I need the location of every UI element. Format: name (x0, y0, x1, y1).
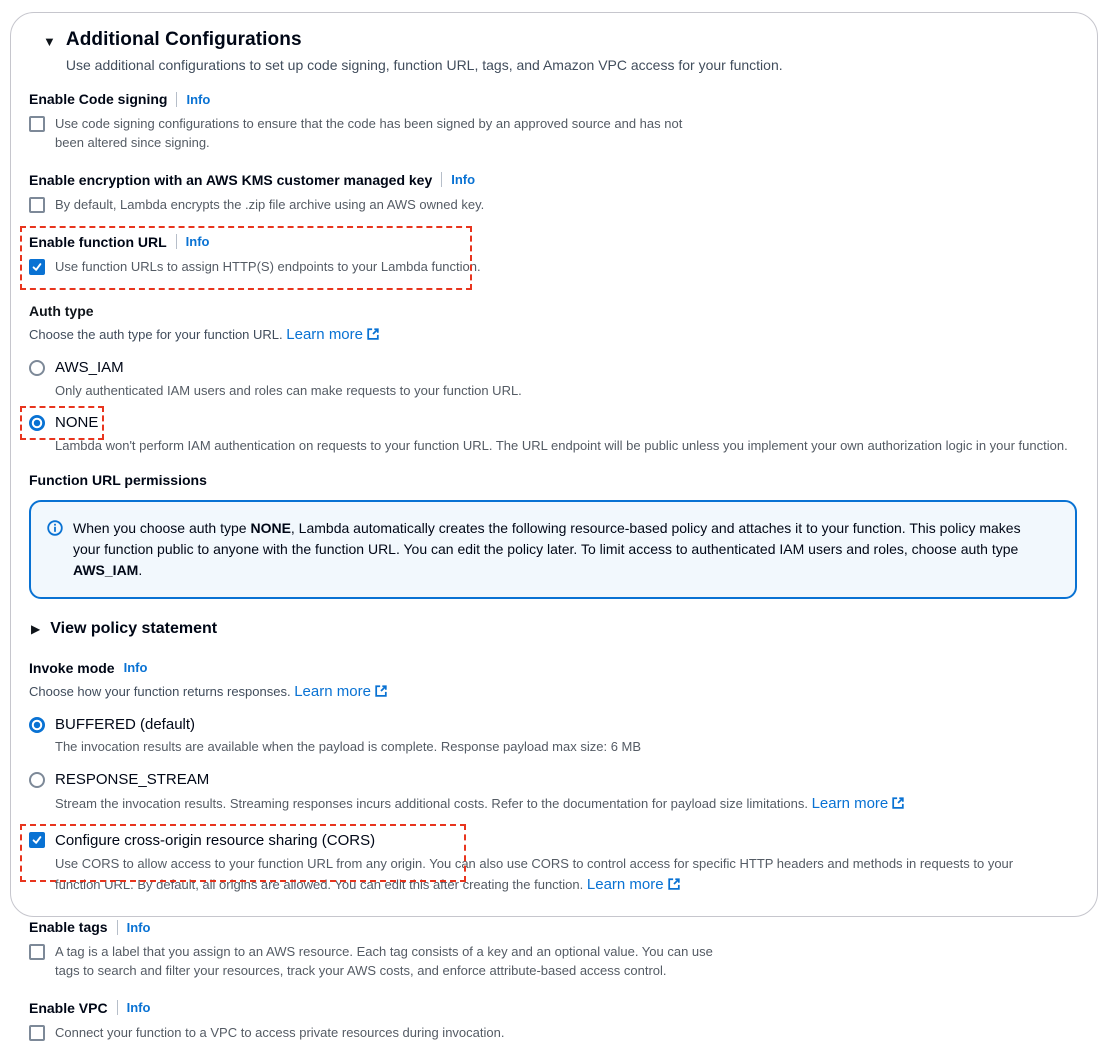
response-stream-learn-more-link[interactable]: Learn more (812, 795, 906, 812)
kms-info-link[interactable]: Info (451, 172, 476, 188)
divider (117, 1000, 118, 1015)
auth-type-description: Choose the auth type for your function URL. (29, 327, 283, 343)
field-vpc (29, 1000, 1077, 1043)
code-signing-label: Enable Code signing (29, 91, 168, 107)
field-code-signing (29, 91, 1077, 153)
function-url-label: Enable function URL (29, 233, 167, 250)
permissions-label: Function URL permissions (29, 471, 207, 488)
invoke-option-response-stream[interactable] (29, 770, 1077, 817)
vpc-label: Enable VPC (29, 999, 108, 1016)
checkmark-icon (31, 834, 43, 846)
cors-learn-more-link[interactable]: Learn more (587, 876, 681, 893)
invoke-mode-info-link[interactable]: Info (123, 660, 148, 676)
code-signing-checkbox[interactable] (29, 116, 45, 132)
field-function-url (29, 234, 1077, 277)
auth-type-label: Auth type (29, 303, 94, 320)
page-title: Additional Configurations (65, 29, 302, 50)
kms-checkbox[interactable] (29, 197, 45, 213)
view-policy-statement-expander[interactable] (31, 620, 1077, 638)
tags-checkbox[interactable] (29, 944, 45, 960)
section-header-additional-configurations[interactable] (43, 29, 1077, 73)
tags-description: A tag is a label that you assign to an AWS resource. Each tag consists of a key and an optional value. You can use tags to search and filter your resources, track your AWS costs, and enforce attribute-based access control. (55, 944, 713, 979)
none-label[interactable]: NONE (55, 414, 99, 432)
invoke-mode-learn-more-link[interactable]: Learn more (294, 683, 388, 700)
kms-description: By default, Lambda encrypts the .zip file archive using an AWS owned key. (55, 196, 485, 212)
external-link-icon (366, 326, 380, 348)
tags-label: Enable tags (29, 919, 108, 936)
field-kms-encryption (29, 172, 1077, 215)
field-function-url-permissions (29, 472, 1077, 599)
external-link-icon (891, 795, 905, 817)
response-stream-label[interactable]: RESPONSE_STREAM (55, 770, 210, 788)
page-subtitle: Use additional configurations to set up code signing, function URL, tags, and Amazon VPC access for your function. (65, 57, 783, 73)
code-signing-description: Use code signing configurations to ensure that the code has been signed by an approved source and has not been altered since signing. (55, 116, 683, 150)
code-signing-info-link[interactable]: Info (186, 91, 211, 107)
field-auth-type (29, 303, 1077, 455)
cors-checkbox[interactable] (29, 832, 45, 848)
additional-configurations-panel (10, 12, 1098, 1040)
function-url-checkbox[interactable] (29, 259, 45, 275)
field-invoke-mode (29, 660, 1077, 817)
buffered-label[interactable]: BUFFERED (default) (55, 715, 196, 733)
field-tags (29, 919, 1077, 981)
invoke-mode-label: Invoke mode (29, 659, 115, 676)
function-url-description: Use function URLs to assign HTTP(S) endpoints to your Lambda function. (55, 258, 481, 274)
aws-iam-label[interactable]: AWS_IAM (55, 359, 124, 377)
auth-type-learn-more-link[interactable]: Learn more (286, 326, 380, 343)
cors-description: Use CORS to allow access to your function URL from any origin. You can also use CORS to control access for specific HTTP headers and methods in requests to your function URL. By default, all origins are allowed. You can edit this after creating the function. (55, 855, 1014, 892)
auth-option-none[interactable] (29, 413, 1077, 455)
divider (176, 234, 177, 249)
caret-right-icon: ▶ (31, 621, 41, 636)
checkmark-icon (31, 261, 43, 273)
invoke-option-buffered[interactable] (29, 715, 1077, 757)
kms-label: Enable encryption with an AWS KMS customer managed key (29, 171, 433, 188)
divider (117, 920, 118, 935)
auth-option-aws-iam[interactable] (29, 358, 1077, 400)
vpc-description: Connect your function to a VPC to access private resources during invocation. (55, 1024, 505, 1040)
external-link-icon (667, 876, 681, 898)
caret-down-icon: ▼ (43, 34, 56, 49)
none-radio[interactable] (29, 415, 45, 431)
response-stream-description: Stream the invocation results. Streaming responses incurs additional costs. Refer to the documentation for payload size limitations. (55, 796, 808, 812)
divider (176, 92, 177, 107)
info-circle-icon (47, 520, 63, 541)
field-cors (29, 831, 1077, 897)
buffered-description: The invocation results are available when the payload is complete. Response payload max size: 6 MB (55, 739, 642, 755)
vpc-info-link[interactable]: Info (126, 1000, 151, 1016)
view-policy-statement-label: View policy statement (50, 619, 218, 637)
none-description: Lambda won't perform IAM authentication on requests to your function URL. The URL endpoint will be public unless you implement your own authorization logic in your function. (55, 437, 1068, 453)
vpc-checkbox[interactable] (29, 1025, 45, 1041)
external-link-icon (374, 683, 388, 705)
tags-info-link[interactable]: Info (126, 919, 151, 935)
permissions-info-alert (29, 500, 1077, 599)
cors-label[interactable]: Configure cross-origin resource sharing (CORS) (55, 832, 376, 850)
divider (441, 172, 442, 187)
aws-iam-radio[interactable] (29, 360, 45, 376)
permissions-alert-text: When you choose auth type NONE, Lambda automatically creates the following resource-based policy and attaches it to your function. This policy makes your function public to anyone with the function URL. You can edit the policy later. To limit access to authenticated IAM users and roles, choose auth type AWS_IAM. (73, 519, 1021, 578)
invoke-mode-description: Choose how your function returns responses. (29, 683, 291, 699)
response-stream-radio[interactable] (29, 772, 45, 788)
aws-iam-description: Only authenticated IAM users and roles can make requests to your function URL. (55, 382, 522, 398)
buffered-radio[interactable] (29, 717, 45, 733)
function-url-info-link[interactable]: Info (185, 234, 210, 250)
